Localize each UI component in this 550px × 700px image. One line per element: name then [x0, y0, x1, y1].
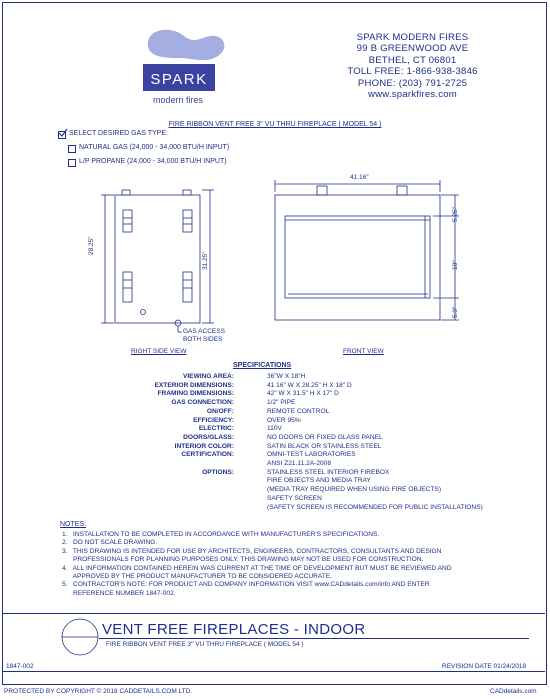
spec-label: INTERIOR COLOR: [174, 442, 234, 450]
company-phone: PHONE: (203) 791-2725 [357, 77, 468, 89]
spec-label: GAS CONNECTION: [171, 399, 234, 407]
logo-sub: modern fires [152, 95, 204, 105]
spec-value: OMNI-TEST LABORATORIES [267, 451, 356, 459]
notes-list [0, 531, 550, 601]
company-web[interactable]: www.sparkfires.com [368, 89, 457, 101]
spec-label: EXTERIOR DIMENSIONS: [154, 381, 234, 389]
company-info [330, 32, 495, 100]
reference-number: 1847-002 [6, 663, 34, 670]
spec-value: FIRE OBJECTS AND MEDIA TRAY [267, 477, 371, 485]
spec-label: CERTIFICATION: [181, 451, 234, 459]
note-line: 3. THIS DRAWING IS INTENDED FOR USE BY ARCHITECTS, ENGINEERS, CONTRACTORS, CONSULTANTS AND DESIGN [62, 547, 442, 555]
spec-value: REMOTE CONTROL [267, 407, 330, 415]
spec-label: FRAMING DIMENSIONS: [157, 390, 234, 398]
specs-table [0, 373, 550, 523]
propane-label: L/P PROPANE (24,000 - 34,000 BTU/H INPUT) [79, 158, 227, 165]
spec-label: DOORS/GLASS: [183, 433, 234, 441]
spec-value: (SAFETY SCREEN IS RECOMMENDED FOR PUBLIC INSTALLATIONS) [267, 503, 483, 511]
title-main: VENT FREE FIREPLACES - INDOOR [102, 621, 366, 638]
spec-label: ON/OFF: [206, 407, 234, 415]
spec-label: OPTIONS: [202, 468, 234, 476]
note-line: PROFESSIONALS FOR PLANNING PURPOSES ONLY. THIS DRAWING MAY NOT BE USED FOR CONSTRUCTION. [62, 556, 424, 564]
logo-word: SPARK [150, 71, 208, 88]
natural-gas-checkbox[interactable] [68, 145, 76, 153]
callout-line2: BOTH SIDES [183, 336, 223, 343]
right-side-view-drawing [85, 180, 235, 350]
side-dim-framing: 31.25" [202, 251, 209, 270]
spec-value: ANSI Z21.11.2A-2008 [267, 460, 332, 467]
front-dim-mid: 18" [452, 260, 459, 270]
spec-value: 41 16" W X 28.25" H X 18" D [267, 381, 352, 389]
company-name: SPARK MODERN FIRES [356, 32, 469, 43]
natural-gas-label: NATURAL GAS (24,000 - 34,000 BTU/H INPUT) [79, 144, 230, 151]
front-dim-bottom: 5.0" [452, 306, 459, 318]
gas-access-callout [183, 328, 225, 344]
spec-label: ELECTRIC: [198, 425, 234, 433]
propane-checkbox[interactable] [68, 159, 76, 167]
title-divider-bottom [2, 671, 545, 672]
front-dim-top: 5.25" [452, 207, 459, 222]
spec-value: SATIN BLACK OR STAINLESS STEEL [267, 442, 382, 450]
note-line: APPROVED BY THE PRODUCT MANUFACTURER TO BE CONSIDERED ACCURATE. [62, 573, 333, 580]
title-subtitle: FIRE RIBBON VENT FREE 3" VU THRU FIREPLACE ( MODEL 54 ) [106, 641, 304, 648]
note-line: 1. INSTALLATION TO BE COMPLETED IN ACCORDANCE WITH MANUFACTURER'S SPECIFICATIONS. [62, 531, 380, 538]
spec-value: STAINLESS STEEL INTERIOR FIREBOX [267, 468, 390, 476]
spec-value: OVER 95% [267, 416, 301, 424]
callout-line1: GAS ACCESS [183, 328, 225, 335]
title-circle-symbol [60, 617, 100, 657]
front-view-drawing [255, 176, 470, 346]
note-line: 5. CONTRACTOR'S NOTE: FOR PRODUCT AND COMPANY INFORMATION VISIT www.CADdetails.com/info AND ENTER [62, 581, 430, 589]
gas-select-heading: SELECT DESIRED GAS TYPE: [69, 130, 168, 137]
spec-label: EFFICIENCY: [193, 416, 234, 424]
spec-value: SAFETY SCREEN [267, 494, 322, 502]
spec-value: NO DOORS OR FIXED GLASS PANEL [267, 433, 383, 441]
spec-value: 110V [267, 425, 282, 433]
note-line: 2. DO NOT SCALE DRAWING. [62, 539, 158, 547]
spec-label: VIEWING AREA: [182, 373, 234, 380]
notes-heading: NOTES: [60, 521, 87, 528]
title-divider-top [2, 613, 545, 614]
spec-value: 42" W X 31.5" H X 17" D [267, 390, 339, 398]
check-icon [58, 128, 68, 138]
company-address1: 99 B GREENWOOD AVE [356, 43, 469, 55]
caddetails-brand[interactable]: CADdetails.com [490, 688, 537, 695]
title-underline [99, 638, 529, 639]
copyright-notice: PROTECTED BY COPYRIGHT © 2018 CADDETAILS.COM LTD. [4, 688, 193, 695]
spec-value: 1/2" PIPE [267, 399, 296, 407]
specs-heading: SPECIFICATIONS [233, 362, 292, 369]
note-line: 4. ALL INFORMATION CONTAINED HEREIN WAS CURRENT AT THE TIME OF DEVELOPMENT BUT MUST BE REVIEWED AND [62, 564, 452, 572]
front-dim-width: 41.16" [350, 174, 369, 181]
spark-logo [140, 24, 240, 114]
title-block [2, 613, 545, 683]
gas-select-section [58, 129, 258, 169]
note-line: REFERENCE NUMBER 1847-002. [62, 589, 176, 597]
spec-value: 36"W X 18"H [267, 373, 306, 380]
company-address2: BETHEL, CT 06801 [368, 54, 457, 66]
drawing-title: FIRE RIBBON VENT FREE 3" VU THRU FIREPLACE ( MODEL 54 ) [168, 121, 382, 128]
side-dim-height: 28.25" [88, 236, 95, 255]
revision-date: REVISION DATE 01/24/2018 [442, 663, 527, 670]
spec-value: (MEDIA TRAY REQUIRED WHEN USING FIRE OBJECTS) [267, 486, 442, 494]
side-view-caption: RIGHT SIDE VIEW [131, 348, 187, 355]
front-view-caption: FRONT VIEW [343, 348, 384, 355]
company-tollfree: TOLL FREE: 1-866-938-3846 [347, 66, 478, 78]
